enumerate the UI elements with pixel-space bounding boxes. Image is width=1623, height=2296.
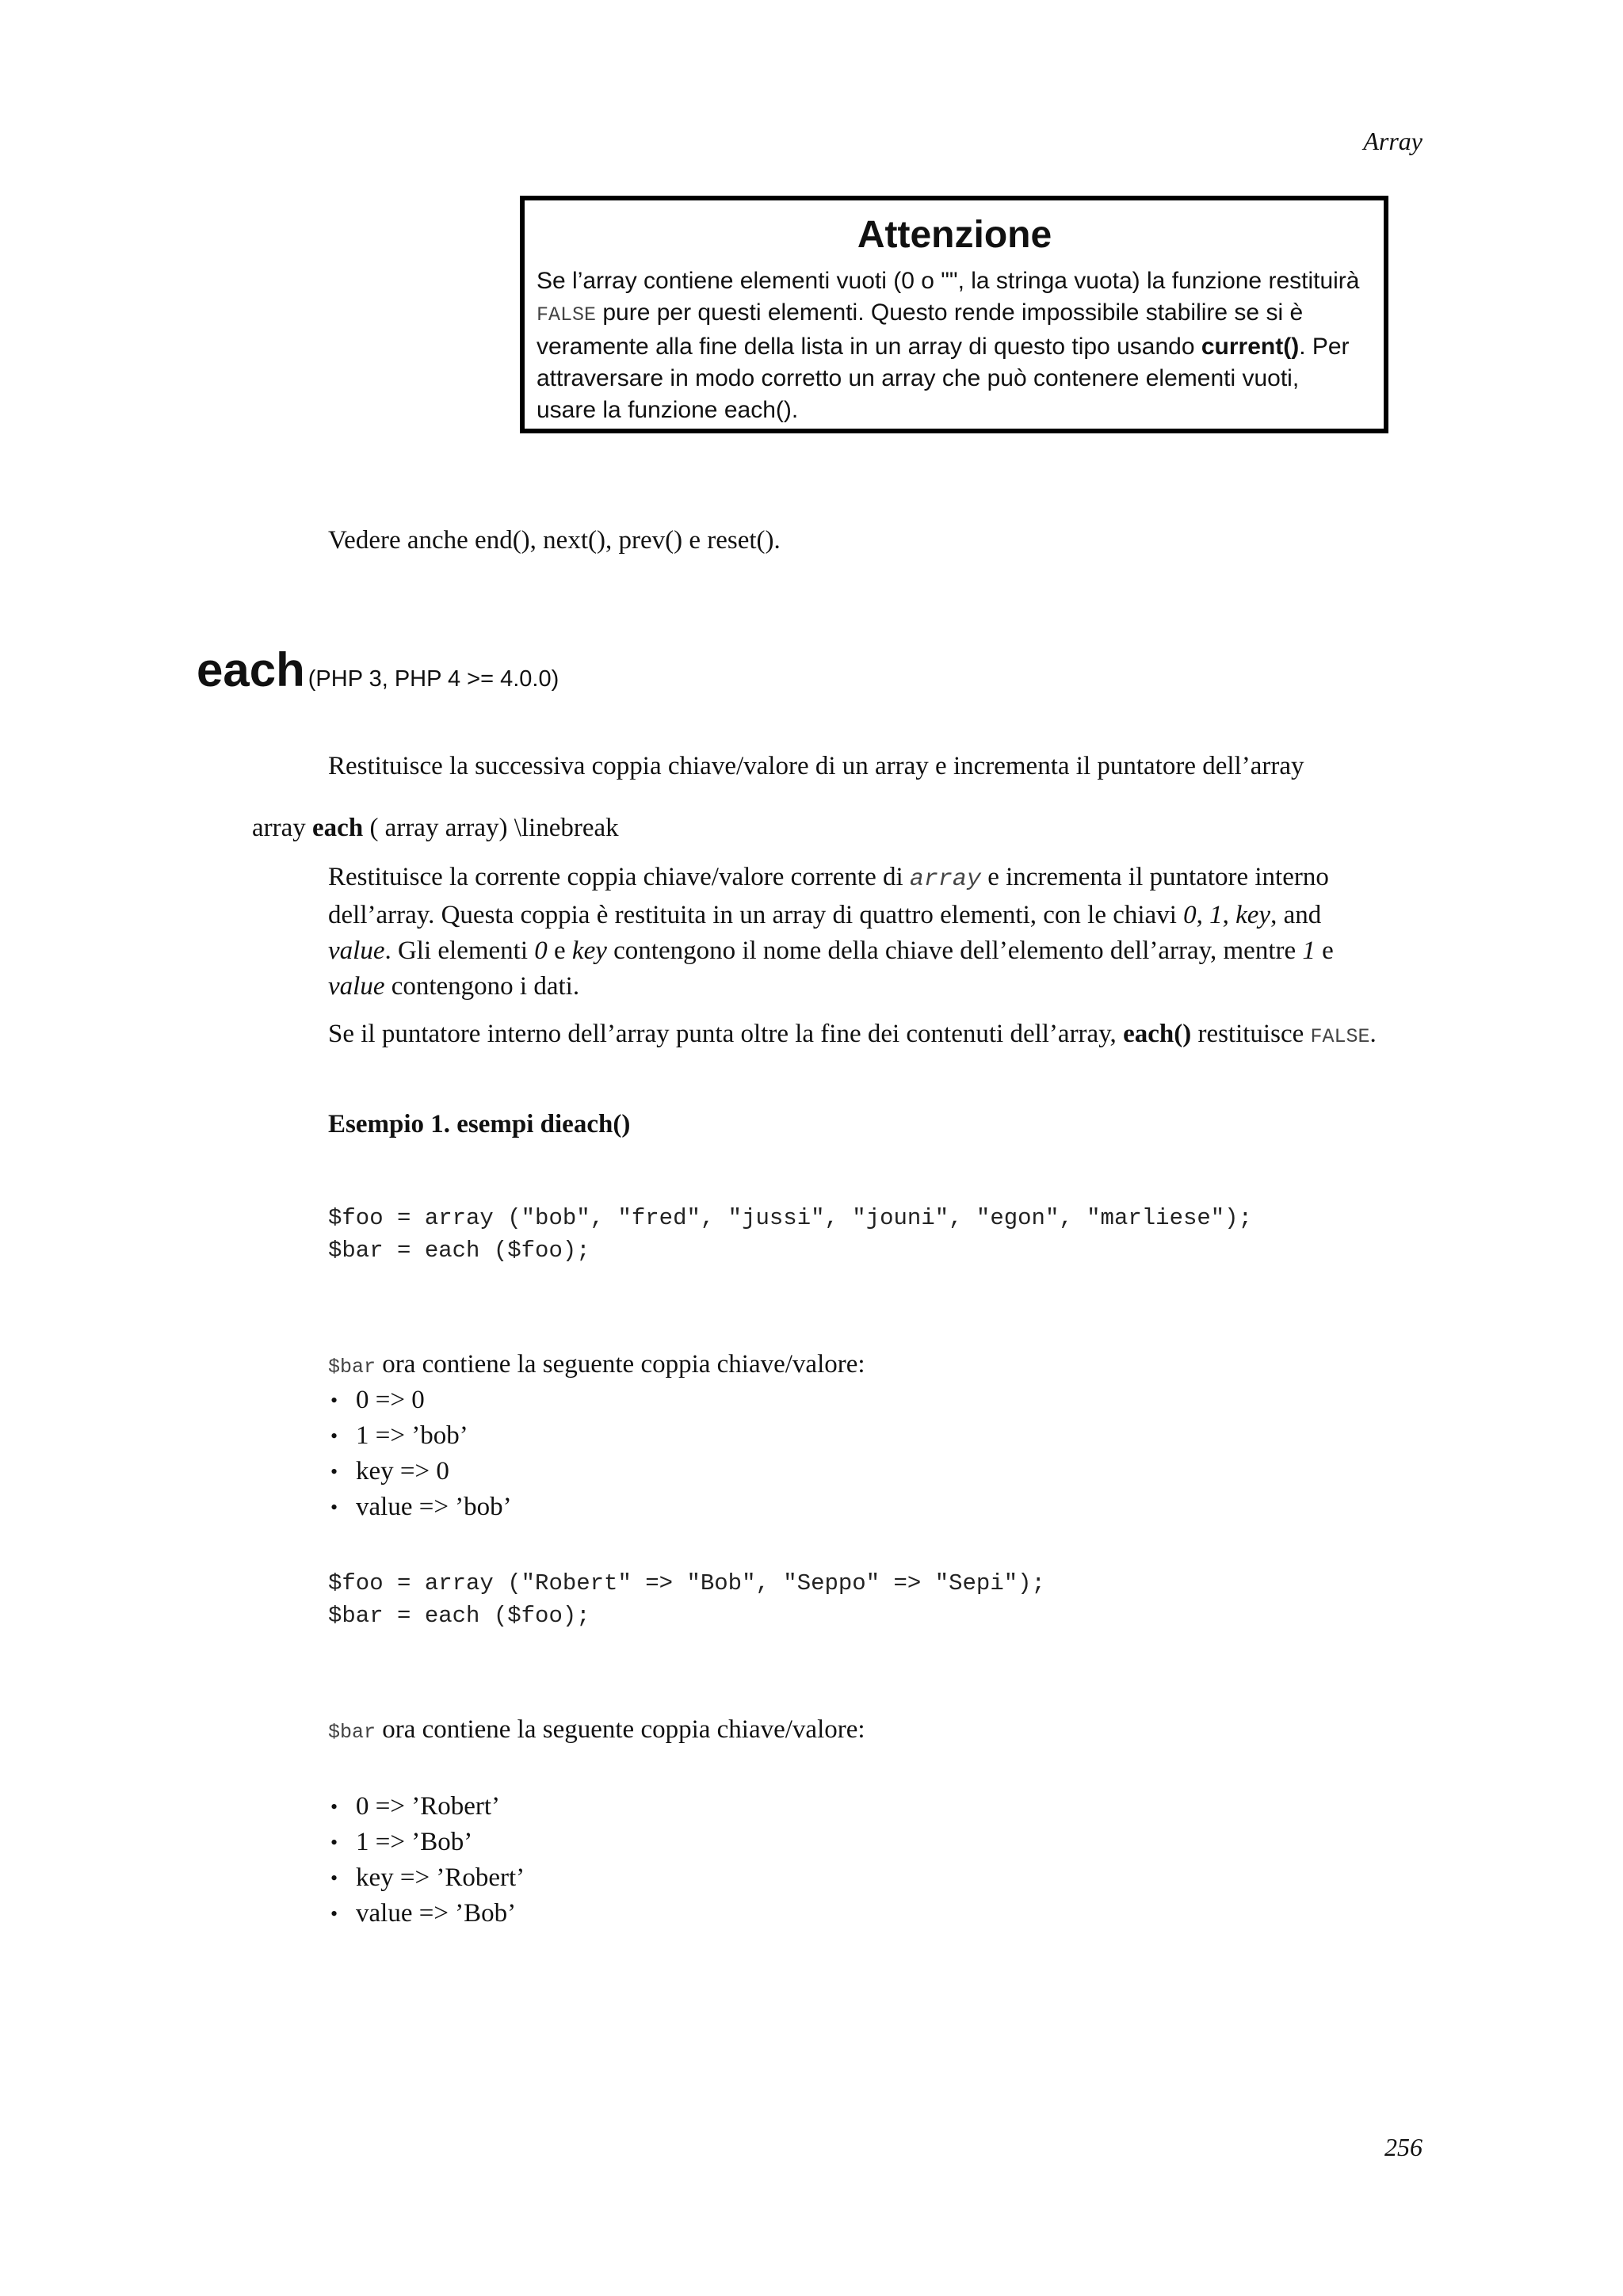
text-run: . [1369, 1020, 1377, 1048]
text-run: . Gli elementi [384, 936, 535, 965]
text-run: , [1222, 901, 1236, 929]
list-item [328, 1825, 525, 1860]
key-name: value [328, 936, 385, 965]
warning-line-text: veramente alla fine della lista in un array di questo tipo usando [537, 334, 1201, 360]
synopsis-params: ( array array) \linebreak [363, 814, 619, 842]
text-run: dell’array. Questa coppia è restituita in un array di quattro elementi, con le chiavi [328, 901, 1184, 929]
parameter-name: array [909, 866, 981, 893]
text-run: restituisce [1191, 1020, 1311, 1048]
false-constant: FALSE [1310, 1025, 1370, 1048]
text-run: e [1315, 936, 1334, 965]
list-item-text: 0 => 0 [356, 1386, 425, 1414]
list-item [328, 1418, 512, 1454]
warning-text [537, 265, 1373, 426]
warning-line: usare la funzione each(). [537, 397, 799, 423]
key-name: 1 [1209, 901, 1223, 929]
text-run: e [547, 936, 572, 965]
list-item [328, 1789, 525, 1825]
function-purpose: Restituisce la successiva coppia chiave/valore di un array e incrementa il puntatore dell’array [328, 752, 1304, 780]
function-version: (PHP 3, PHP 4 >= 4.0.0) [307, 666, 559, 692]
see-also-text: Vedere anche end(), next(), prev() e reset(). [328, 526, 781, 555]
bullet-icon: • [330, 1496, 338, 1519]
list-item-text: key => 0 [356, 1457, 449, 1486]
text-run: Se il puntatore interno dell’array punta oltre la fine dei contenuti dell’array, [328, 1020, 1124, 1048]
bullet-icon: • [330, 1389, 338, 1412]
key-name: key [571, 936, 607, 965]
text-run: Restituisce la corrente coppia chiave/valore corrente di [328, 863, 910, 891]
function-heading [197, 639, 559, 702]
variable-name: $bar [328, 1356, 376, 1379]
description-paragraph [328, 860, 1334, 1005]
bullet-icon: • [330, 1460, 338, 1483]
text-run: contengono i dati. [384, 972, 580, 1001]
text-run: , [1196, 901, 1210, 929]
list-item-text: value => ’bob’ [356, 1493, 512, 1521]
warning-line-text: . Per [1299, 334, 1350, 360]
text-run: , and [1270, 901, 1322, 929]
bullet-icon: • [330, 1902, 338, 1925]
function-name: each [197, 643, 305, 696]
bullet-icon: • [330, 1867, 338, 1890]
code-block: $foo = array ("Robert" => "Bob", "Seppo" => "Sepi"); $bar = each ($foo); [328, 1570, 1045, 1629]
list-item-text: 0 => ’Robert’ [356, 1792, 501, 1821]
each-function-ref: each() [1123, 1020, 1192, 1048]
text-run: ora contiene la seguente coppia chiave/valore: [376, 1715, 865, 1744]
description-line [328, 860, 1334, 898]
text-run: contengono il nome della chiave dell’elemento dell’array, mentre [606, 936, 1303, 965]
return-value-note [328, 1016, 1377, 1055]
function-synopsis [252, 810, 619, 846]
key-name: value [328, 972, 385, 1001]
warning-line: Se l’array contiene elementi vuoti (0 o "", la stringa vuota) la funzione restituirà [537, 268, 1360, 294]
description-line [328, 933, 1334, 969]
bullet-icon: • [330, 1831, 338, 1854]
result-list [328, 1383, 512, 1525]
warning-title: Attenzione [857, 214, 1052, 256]
result-intro [328, 1347, 865, 1385]
example-title: Esempio 1. esempi dieach() [328, 1110, 631, 1138]
warning-line: attraversare in modo corretto un array che può contenere elementi vuoti, [537, 365, 1300, 391]
code-block: $foo = array ("bob", "fred", "jussi", "jouni", "egon", "marliese"); $bar = each ($foo); [328, 1205, 1252, 1264]
text-run: ora contiene la seguente coppia chiave/valore: [376, 1350, 865, 1379]
list-item [328, 1860, 525, 1896]
key-name: key [1235, 901, 1271, 929]
description-line [328, 898, 1334, 933]
list-item-text: value => ’Bob’ [356, 1899, 517, 1928]
warning-line-text: pure per questi elementi. Questo rende impossibile stabilire se si è [596, 299, 1304, 326]
list-item [328, 1383, 512, 1418]
synopsis-return-type: array [252, 814, 313, 842]
result-list [328, 1789, 525, 1932]
warning-line [537, 331, 1373, 363]
key-name: 1 [1302, 936, 1316, 965]
key-name: 0 [1183, 901, 1197, 929]
variable-name: $bar [328, 1721, 376, 1744]
description-line [328, 969, 1334, 1005]
bullet-icon: • [330, 1425, 338, 1447]
list-item-text: key => ’Robert’ [356, 1863, 525, 1892]
current-function-ref: current() [1201, 334, 1300, 360]
bullet-icon: • [330, 1795, 338, 1818]
running-header: Array [1363, 127, 1423, 155]
warning-box [520, 196, 1388, 433]
list-item [328, 1896, 525, 1932]
list-item-text: 1 => ’Bob’ [356, 1828, 473, 1856]
text-run: e incrementa il puntatore interno [980, 863, 1329, 891]
list-item [328, 1454, 512, 1489]
key-name: 0 [534, 936, 548, 965]
result-intro [328, 1712, 865, 1750]
warning-line [537, 297, 1373, 331]
page-number: 256 [1384, 2133, 1423, 2161]
false-constant: FALSE [537, 303, 597, 326]
synopsis-function-name: each [312, 814, 364, 842]
list-item-text: 1 => ’bob’ [356, 1421, 468, 1450]
list-item [328, 1489, 512, 1525]
